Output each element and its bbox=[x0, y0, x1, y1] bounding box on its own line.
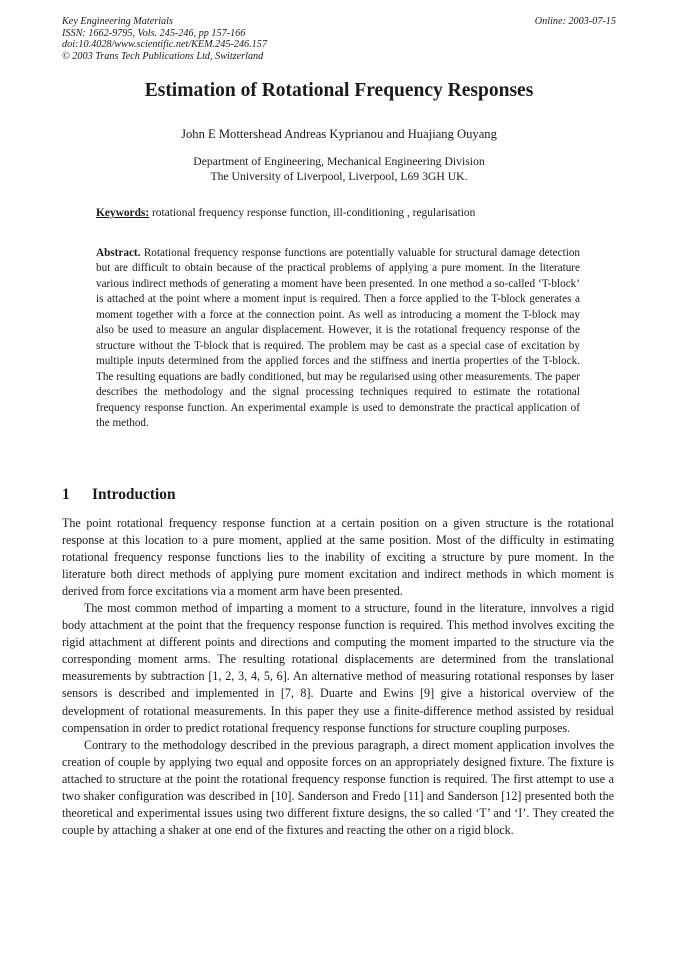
author-affiliation bbox=[0, 154, 678, 185]
affiliation-line-2: The University of Liverpool, Liverpool, L69 3GH UK. bbox=[210, 170, 468, 184]
journal-copyright: © 2003 Trans Tech Publications Ltd, Switzerland bbox=[62, 50, 264, 62]
abstract-text: Rotational frequency response functions are potentially valuable for structural damage detection but are difficult to obtain because of the practical problems of applying a pure moment. In the literature various indirect methods of generating a moment have been presented. In one method a so-called ‘T-block’ is attached at the point where a moment input is required. Then a force applied to the T-block generates a moment together with a force at the connection point. As well as introducing a moment the T-block may also be used to measure an angular displacement. However, it is the rotational frequency response of the structure without the T-block that is required. The problem may be cast as a special case of excitation by multiple inputs determined from the applied forces and the stiffness and inertia properties of the T-block. The resulting equations are badly conditioned, but may be regularised using other measurements. The paper describes the methodology and the signal processing techniques required to estimate the rotational frequency response function. An experimental example is used to demonstrate the practical application of the method. bbox=[96, 247, 581, 429]
body-paragraph: The point rotational frequency response function at a certain position on a given structure is the rotational response at this location to a pure moment, applied at the same position. Most of the difficulty in estimating rotational frequency response functions lies to the inability of exciting a structure by pure moment. In the literature both direct methods of applying pure moment excitation and indirect methods in which moment is derived from force excitations via a moment arm have been presented. bbox=[62, 516, 614, 599]
section-heading-introduction bbox=[62, 486, 176, 504]
keywords bbox=[96, 207, 475, 219]
body-paragraph: Contrary to the methodology described in the previous paragraph, a direct moment application involves the creation of couple by applying two equal and opposite forces on an appropriately designed fixture. The fixture is attached to structure at the point the rotational frequency response function is required. The first attempt to use a two shaker configuration was described in [10]. Sanderson and Fredo [11] and Sanderson [12] presented both the theoretical and experimental issues using two different fixture designs, the so called ‘T’ and ‘I’. They created the couple by attaching a shaker at one end of the fixtures and reacting the other on a rigid block. bbox=[62, 737, 614, 837]
abstract bbox=[96, 246, 580, 431]
journal-header bbox=[62, 16, 616, 62]
body-paragraph: The most common method of imparting a moment to a structure, found in the literature, innvolves a rigid body attachment at the point that the frequency response function is required. This method involves exciting the rigid attachment at different points and directions and computing the moment imparted to the structure via the corresponding moment arms. The resulting rotational displacements are determined from the translational measurements by subtraction [1, 2, 3, 4, 5, 6]. An alternative method of measuring rotational responses by laser sensors is described and implemented in [7, 8]. Duarte and Ewins [9] give a historical overview of the development of rotational measurements. In this paper they use a finite-difference method assisted by residual compensation in order to predict rotational frequency response functions for structure coupling purposes. bbox=[62, 601, 614, 735]
section-title: Introduction bbox=[92, 486, 176, 503]
introduction-body bbox=[62, 515, 614, 839]
paper-authors: John E Mottershead Andreas Kyprianou and Huajiang Ouyang bbox=[181, 127, 497, 141]
keywords-label: Keywords: bbox=[96, 207, 150, 219]
abstract-label: Abstract. bbox=[96, 247, 141, 259]
journal-info bbox=[62, 16, 616, 62]
journal-issn: ISSN: 1662-9795, Vols. 245-246, pp 157-166 bbox=[62, 27, 246, 39]
keywords-text: rotational frequency response function, ill-conditioning , regularisation bbox=[152, 207, 476, 219]
online-date: Online: 2003-07-15 bbox=[534, 16, 616, 27]
journal-doi[interactable]: doi:10.4028/www.scientific.net/KEM.245-246.157 bbox=[62, 39, 267, 51]
paper-title: Estimation of Rotational Frequency Responses bbox=[144, 80, 534, 101]
journal-name: Key Engineering Materials bbox=[62, 16, 173, 27]
section-number: 1 bbox=[62, 486, 70, 503]
affiliation-line-1: Department of Engineering, Mechanical Engineering Division bbox=[193, 155, 485, 168]
